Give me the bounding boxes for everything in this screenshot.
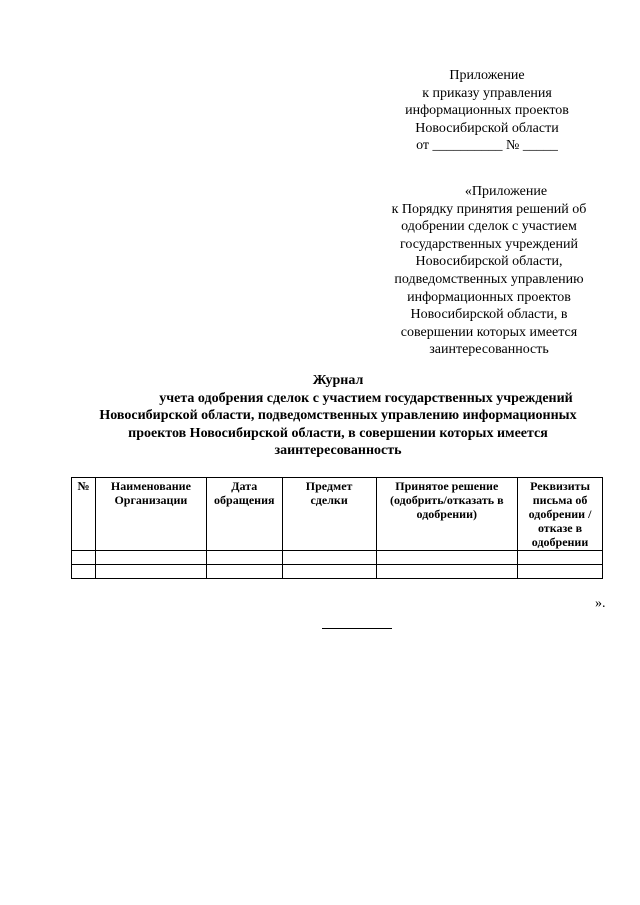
table-cell (518, 551, 603, 565)
table-row (72, 565, 603, 579)
appendix-header (372, 67, 602, 155)
procedure-appendix-line: к Порядку принятия решений об (391, 201, 587, 217)
appendix-line: Новосибирской области (415, 120, 559, 136)
journal-table (71, 477, 603, 579)
procedure-appendix-line: Новосибирской области, (415, 254, 563, 270)
table-cell (206, 551, 282, 565)
appendix-line: информационных проектов (405, 103, 569, 119)
journal-title-line: Новосибирской области, подведомственных управлению информационных (99, 408, 577, 424)
table-cell (376, 551, 518, 565)
table-cell (282, 551, 376, 565)
journal-title-line: проектов Новосибирской области, в совершении которых имеется (128, 425, 548, 441)
table-cell (95, 551, 206, 565)
column-header-number: № (72, 478, 96, 551)
table-cell (282, 565, 376, 579)
column-header-organization: Наименование Организации (95, 478, 206, 551)
column-header-deal-subject: Предмет сделки (282, 478, 376, 551)
journal-title-line: учета одобрения сделок с участием государственных учреждений (159, 390, 573, 406)
table-cell (518, 565, 603, 579)
procedure-appendix-line: подведомственных управлению (394, 271, 584, 287)
procedure-appendix-line: «Приложение (464, 184, 548, 199)
table-cell (376, 565, 518, 579)
footer-rule (322, 628, 392, 629)
procedure-appendix-line: Новосибирской области, в (410, 307, 568, 323)
appendix-date-number-line: от __________ № _____ (416, 138, 558, 154)
table-row (72, 551, 603, 565)
table-header-row (72, 478, 603, 551)
journal-title (72, 372, 604, 460)
procedure-appendix-line: совершении которых имеется (400, 324, 578, 340)
journal-heading: Журнал (312, 373, 364, 388)
table-cell (206, 565, 282, 579)
column-header-letter-details: Реквизиты письма об одобрении / отказе в одобрении (518, 478, 603, 551)
column-header-decision: Принятое решение (одобрить/отказать в одобрении) (376, 478, 518, 551)
closing-quote: ». (595, 596, 606, 611)
table-cell (72, 565, 96, 579)
appendix-line: Приложение (449, 68, 525, 83)
journal-title-line: заинтересованность (274, 443, 402, 459)
procedure-appendix-line: заинтересованность (429, 342, 549, 358)
procedure-appendix-line: государственных учреждений (400, 236, 578, 252)
procedure-appendix-header (378, 183, 600, 359)
table-cell (72, 551, 96, 565)
table-cell (95, 565, 206, 579)
appendix-line: к приказу управления (422, 85, 552, 101)
procedure-appendix-line: информационных проектов (407, 289, 571, 305)
column-header-request-date: Дата обращения (206, 478, 282, 551)
procedure-appendix-line: одобрении сделок с участием (401, 219, 577, 235)
